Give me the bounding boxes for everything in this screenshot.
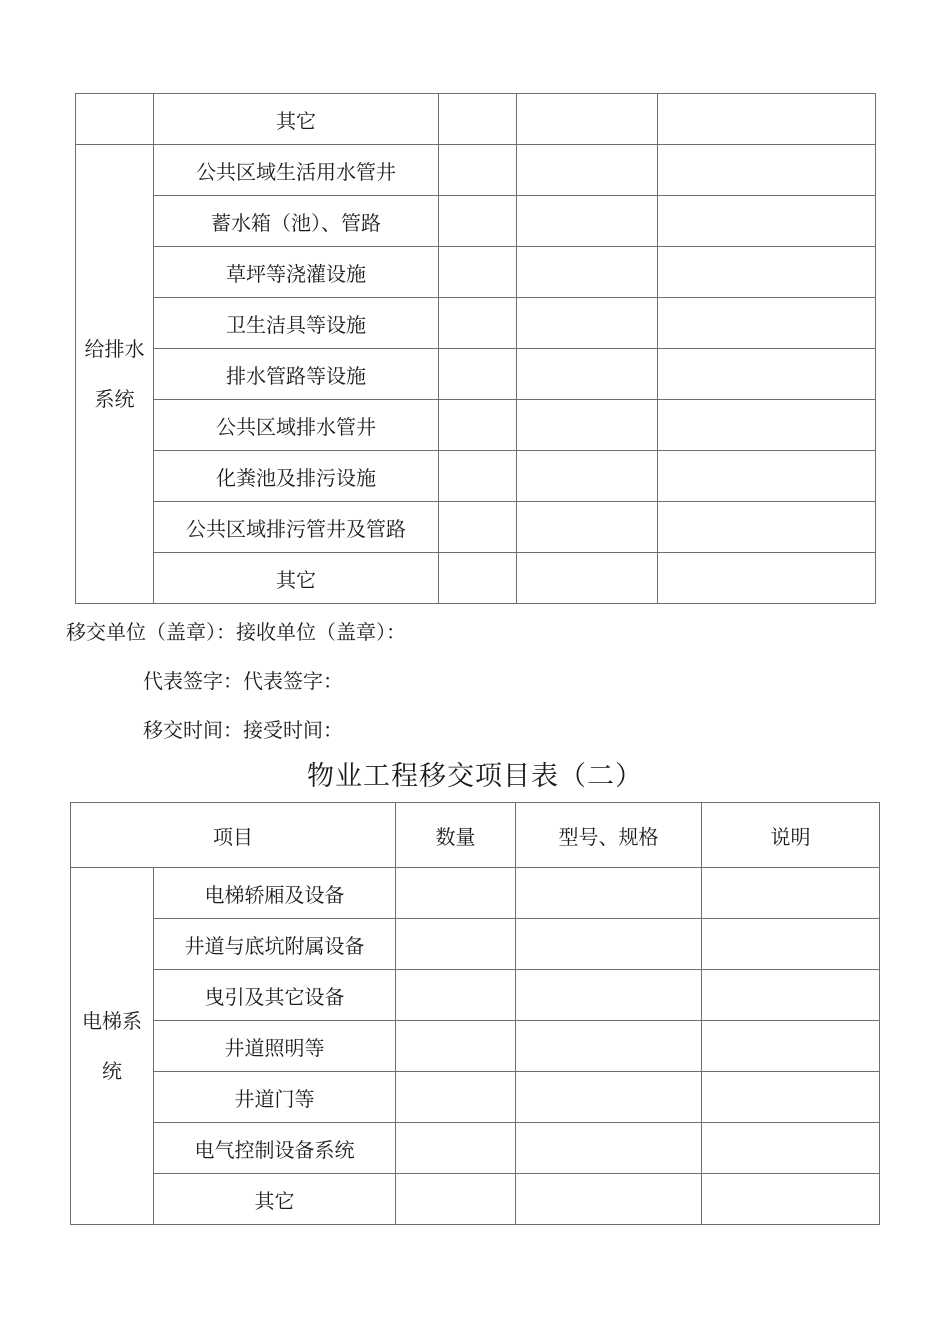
table-row: [76, 400, 876, 451]
notes-cell: [702, 868, 880, 919]
notes-cell: [658, 247, 876, 298]
notes-cell: [658, 502, 876, 553]
quantity-cell: [396, 868, 516, 919]
quantity-cell: [396, 970, 516, 1021]
table-header-row: [71, 803, 880, 868]
group-label-line2: 统: [102, 1059, 122, 1083]
item-cell: 其它: [154, 1174, 396, 1225]
model-cell: [517, 349, 658, 400]
group-label-line1: 给排水: [84, 337, 145, 361]
model-cell: [516, 919, 702, 970]
notes-cell: [658, 553, 876, 604]
header-model: 型号、规格: [516, 803, 702, 868]
table-row: [71, 1123, 880, 1174]
elevator-table: [70, 802, 880, 1225]
table-row: [76, 247, 876, 298]
table-row: [76, 502, 876, 553]
group-label-elevator: [71, 868, 154, 1225]
page-title: 物业工程移交项目表（二）: [307, 761, 643, 792]
header-quantity: 数量: [396, 803, 516, 868]
quantity-cell: [439, 94, 517, 145]
table-row: [76, 553, 876, 604]
quantity-cell: [396, 1021, 516, 1072]
notes-cell: [658, 94, 876, 145]
item-cell: 井道照明等: [154, 1021, 396, 1072]
notes-cell: [658, 349, 876, 400]
quantity-cell: [439, 400, 517, 451]
item-cell: 其它: [154, 94, 439, 145]
model-cell: [516, 1072, 702, 1123]
model-cell: [516, 1021, 702, 1072]
quantity-cell: [439, 451, 517, 502]
quantity-cell: [439, 502, 517, 553]
table-row: [71, 868, 880, 919]
quantity-cell: [396, 1072, 516, 1123]
notes-cell: [702, 970, 880, 1021]
model-cell: [517, 94, 658, 145]
table-row: [76, 94, 876, 145]
notes-cell: [702, 1021, 880, 1072]
item-cell: 其它: [154, 553, 439, 604]
quantity-cell: [439, 298, 517, 349]
model-cell: [517, 298, 658, 349]
model-cell: [517, 451, 658, 502]
model-cell: [517, 553, 658, 604]
quantity-cell: [439, 145, 517, 196]
notes-cell: [658, 196, 876, 247]
quantity-cell: [439, 196, 517, 247]
quantity-cell: [439, 349, 517, 400]
quantity-cell: [439, 247, 517, 298]
item-cell: 井道与底坑附属设备: [154, 919, 396, 970]
notes-cell: [658, 298, 876, 349]
item-cell: 井道门等: [154, 1072, 396, 1123]
handover-time-line: 移交时间：接受时间：: [143, 718, 343, 742]
item-cell: 排水管路等设施: [154, 349, 439, 400]
model-cell: [517, 247, 658, 298]
item-cell: 公共区域排水管井: [154, 400, 439, 451]
quantity-cell: [396, 1174, 516, 1225]
table-row: [76, 349, 876, 400]
item-cell: 卫生洁具等设施: [154, 298, 439, 349]
drainage-table: [75, 93, 876, 604]
group-label-line2: 系统: [94, 387, 135, 411]
table-row: [71, 970, 880, 1021]
quantity-cell: [439, 553, 517, 604]
table-row: [71, 1021, 880, 1072]
notes-cell: [702, 919, 880, 970]
table-row: [71, 1072, 880, 1123]
item-cell: 曳引及其它设备: [154, 970, 396, 1021]
notes-cell: [702, 1072, 880, 1123]
table-row: [76, 298, 876, 349]
table-row: [71, 1174, 880, 1225]
notes-cell: [658, 400, 876, 451]
notes-cell: [658, 451, 876, 502]
table-row: [76, 145, 876, 196]
item-cell: 公共区域排污管井及管路: [154, 502, 439, 553]
group-label-drainage: [76, 145, 154, 604]
header-item: 项目: [71, 803, 396, 868]
item-cell: 蓄水箱（池）、管路: [154, 196, 439, 247]
item-cell: 公共区域生活用水管井: [154, 145, 439, 196]
table-row: [76, 196, 876, 247]
notes-cell: [702, 1123, 880, 1174]
table-cell-empty: [76, 94, 154, 145]
notes-cell: [658, 145, 876, 196]
quantity-cell: [396, 919, 516, 970]
table-row: [71, 919, 880, 970]
group-label-line1: 电梯系: [82, 1009, 142, 1033]
table-row: [76, 451, 876, 502]
model-cell: [516, 1123, 702, 1174]
item-cell: 草坪等浇灌设施: [154, 247, 439, 298]
item-cell: 电梯轿厢及设备: [154, 868, 396, 919]
header-notes: 说明: [702, 803, 880, 868]
notes-cell: [702, 1174, 880, 1225]
model-cell: [516, 868, 702, 919]
model-cell: [516, 970, 702, 1021]
quantity-cell: [396, 1123, 516, 1174]
item-cell: 电气控制设备系统: [154, 1123, 396, 1174]
model-cell: [516, 1174, 702, 1225]
model-cell: [517, 400, 658, 451]
model-cell: [517, 502, 658, 553]
item-cell: 化粪池及排污设施: [154, 451, 439, 502]
handover-unit-line: 移交单位（盖章）：接收单位（盖章）：: [66, 620, 406, 644]
model-cell: [517, 145, 658, 196]
representative-sign-line: 代表签字：代表签字：: [143, 669, 343, 693]
model-cell: [517, 196, 658, 247]
